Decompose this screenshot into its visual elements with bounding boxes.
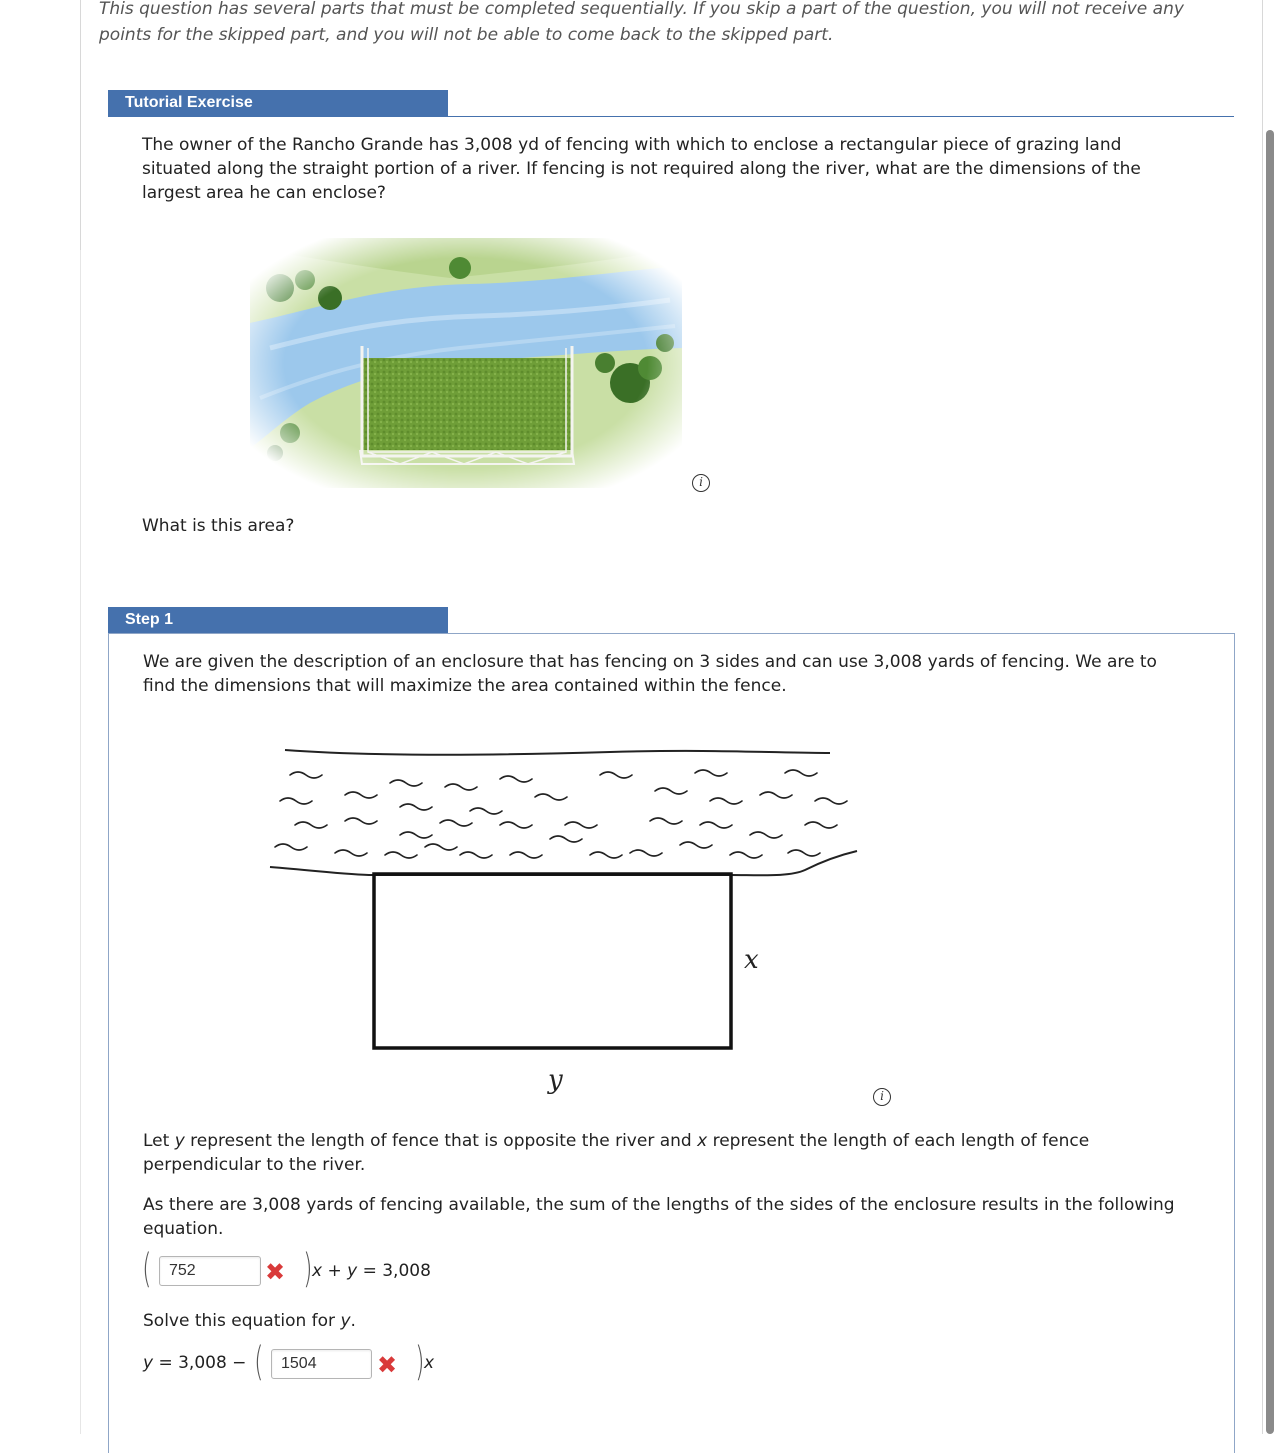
diagram-info-icon[interactable]: i [873,1088,891,1106]
eq1-close-paren: ) [303,1246,313,1292]
eq2-incorrect-icon: ✖ [376,1351,398,1379]
solve-for-y-instruction [143,1309,356,1333]
eq2-lhs [143,1351,246,1375]
step-1-tab: Step 1 [108,607,448,633]
area-question: What is this area? [142,516,295,536]
rancho-river-illustration [250,238,682,488]
eq1-expression [312,1259,431,1283]
coefficient-x-input[interactable]: 752 [159,1256,261,1286]
eq2-open-paren: ( [254,1339,264,1385]
river-waves [275,770,847,858]
problem-statement: The owner of the Rancho Grande has 3,008 yd of fencing with which to enclose a rectangular piece of grazing land situated along the straight portion of a river. If fencing is not required along the river, what are the dimensions of the largest area he can enclose? [142,135,1141,203]
variable-definition [143,1129,1143,1177]
content-left-border-lower [80,250,81,1434]
eq1-plus: + [322,1261,348,1281]
let-suffix: represent the length of each length of fence perpendicular to the river. [143,1131,1090,1175]
let-y-var: y [174,1131,185,1151]
eq2-lhs-text: = 3,008 − [153,1353,247,1373]
enclosure-diagram [260,735,870,1105]
eq1-y-var: y [347,1261,358,1281]
let-prefix: Let [143,1131,175,1151]
let-x-var: x [697,1131,708,1151]
content-right-border [1262,0,1263,1434]
eq2-y-var: y [143,1353,154,1373]
image-info-icon[interactable]: i [692,474,710,492]
solve-suffix: . [350,1311,356,1331]
diagram-label-x: x [744,945,759,975]
tutorial-header-rule [108,116,1234,117]
fencing-sum-text: As there are 3,008 yards of fencing available, the sum of the lengths of the sides of the enclosure results in the following equation. [143,1195,1175,1239]
diagram-label-y: y [548,1065,563,1095]
sequential-parts-notice: This question has several parts that must be completed sequentially. If you skip a part of the question, you will not receive any points for the skipped part, and you will not be able to come back to the skipped part. [99,0,1184,45]
coefficient-y-solve-input[interactable]: 1504 [271,1349,372,1379]
eq2-x-var [424,1351,434,1375]
step-1-intro: We are given the description of an enclosure that has fencing on 3 sides and can use 3,008 yards of fencing. We are to find the dimensions that will maximize the area contained within the fence. [143,652,1157,696]
river-near-bank [270,851,857,875]
eq1-open-paren: ( [142,1246,152,1292]
eq2-x-text: x [424,1353,435,1373]
solve-prefix: Solve this equation for [143,1311,341,1331]
let-mid: represent the length of fence that is opposite the river and [184,1131,698,1151]
enclosure-rectangle [374,874,731,1048]
eq1-incorrect-icon: ✖ [264,1258,286,1286]
solve-var: y [340,1311,351,1331]
content-left-border [80,0,81,250]
eq2-close-paren: ) [415,1339,425,1385]
river-far-bank [285,750,830,755]
eq1-equals: = 3,008 [357,1261,431,1281]
tutorial-exercise-tab: Tutorial Exercise [108,90,448,116]
eq1-x-var: x [312,1261,323,1281]
page-scrollbar[interactable] [1266,130,1274,1434]
